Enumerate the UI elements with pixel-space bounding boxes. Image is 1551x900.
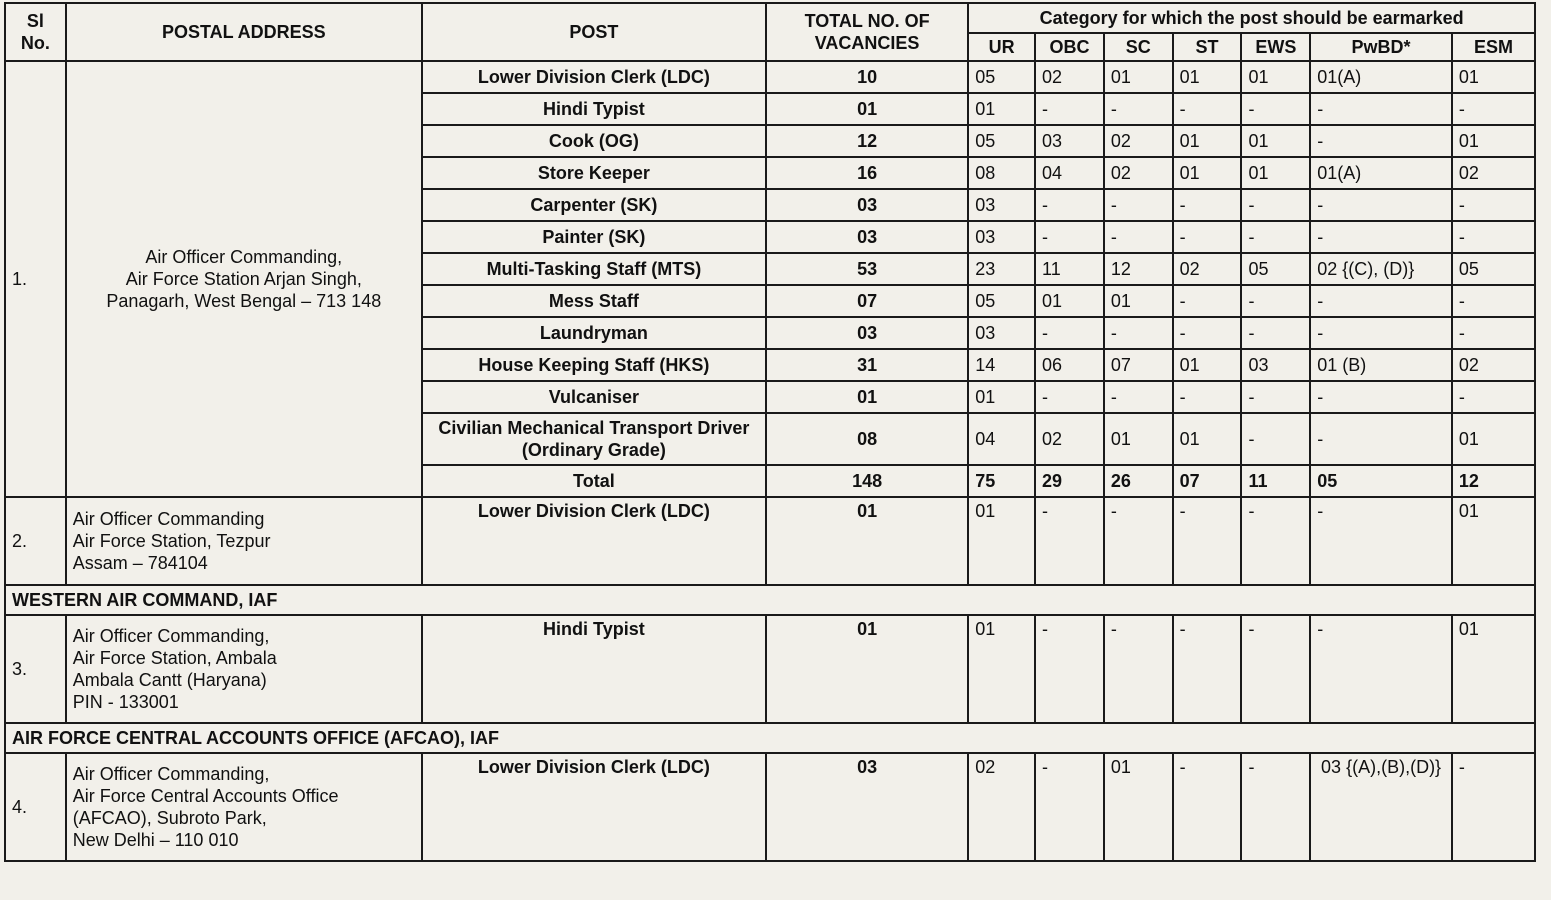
address-line: Air Force Station, Tezpur [72, 531, 271, 551]
table-body [5, 61, 1535, 861]
address-line: Panagarh, West Bengal – 713 148 [106, 291, 382, 311]
cell-obc: 06 [1035, 349, 1104, 381]
cell-esm: 01 [1452, 497, 1535, 585]
total-label: Total [422, 465, 766, 497]
post-name: Store Keeper [422, 157, 766, 189]
header-cat-esm: ESM [1452, 33, 1535, 61]
post-name: Lower Division Clerk (LDC) [422, 61, 766, 93]
header-total-vacancies: TOTAL NO. OF VACANCIES [766, 3, 968, 61]
cell-ews: - [1241, 381, 1310, 413]
cell-ews: - [1241, 615, 1310, 723]
cell-ews: - [1241, 93, 1310, 125]
sl-number: 4. [5, 753, 66, 861]
total-vacancies: 10 [766, 61, 968, 93]
total-vacancies: 01 [766, 93, 968, 125]
cell-st: 01 [1173, 157, 1242, 189]
cell-st: 01 [1173, 349, 1242, 381]
header-cat-ews: EWS [1241, 33, 1310, 61]
cell-st: 07 [1173, 465, 1242, 497]
total-vacancies: 16 [766, 157, 968, 189]
cell-sc: 01 [1104, 753, 1173, 861]
cell-pwbd: 02 {(C), (D)} [1310, 253, 1452, 285]
header-cat-st: ST [1173, 33, 1242, 61]
header-cat-sc: SC [1104, 33, 1173, 61]
total-vacancies: 01 [766, 615, 968, 723]
cell-obc: - [1035, 753, 1104, 861]
cell-sc: 01 [1104, 285, 1173, 317]
cell-ur: 01 [968, 93, 1035, 125]
cell-obc: 11 [1035, 253, 1104, 285]
cell-esm: - [1452, 285, 1535, 317]
cell-ur: 05 [968, 125, 1035, 157]
cell-pwbd: - [1310, 381, 1452, 413]
cell-esm: - [1452, 93, 1535, 125]
header-category: Category for which the post should be earmarked [968, 3, 1535, 33]
address-line: Air Officer Commanding, [145, 247, 343, 267]
cell-st: - [1173, 93, 1242, 125]
post-name: Civilian Mechanical Transport Driver (Ordinary Grade) [422, 413, 766, 465]
cell-obc: 03 [1035, 125, 1104, 157]
cell-ur: 05 [968, 61, 1035, 93]
sl-number: 2. [5, 497, 66, 585]
section-heading: AIR FORCE CENTRAL ACCOUNTS OFFICE (AFCAO), IAF [5, 723, 1535, 753]
address-line: Air Force Station Arjan Singh, [125, 269, 362, 289]
cell-st: 01 [1173, 61, 1242, 93]
post-name: Lower Division Clerk (LDC) [422, 753, 766, 861]
address-line: Air Officer Commanding, [72, 626, 270, 646]
cell-esm: - [1452, 221, 1535, 253]
cell-obc: - [1035, 189, 1104, 221]
cell-esm: - [1452, 381, 1535, 413]
cell-pwbd: 01(A) [1310, 157, 1452, 189]
cell-sc: 02 [1104, 157, 1173, 189]
cell-esm: 01 [1452, 615, 1535, 723]
cell-ur: 14 [968, 349, 1035, 381]
cell-esm: 02 [1452, 349, 1535, 381]
address-line: Air Force Station, Ambala [72, 648, 277, 668]
header-cat-obc: OBC [1035, 33, 1104, 61]
post-name: Hindi Typist [422, 93, 766, 125]
total-vacancies: 03 [766, 221, 968, 253]
cell-st: 01 [1173, 125, 1242, 157]
total-vacancies: 31 [766, 349, 968, 381]
sl-number: 3. [5, 615, 66, 723]
cell-ur: 23 [968, 253, 1035, 285]
cell-pwbd: - [1310, 221, 1452, 253]
cell-esm: 01 [1452, 413, 1535, 465]
total-vacancies: 07 [766, 285, 968, 317]
vacancy-table [4, 2, 1536, 862]
cell-obc: - [1035, 381, 1104, 413]
cell-sc: - [1104, 381, 1173, 413]
cell-ews: - [1241, 189, 1310, 221]
cell-ur: 08 [968, 157, 1035, 189]
post-name: Multi-Tasking Staff (MTS) [422, 253, 766, 285]
post-name: Cook (OG) [422, 125, 766, 157]
cell-ur: 02 [968, 753, 1035, 861]
address-line: PIN - 133001 [72, 692, 179, 712]
cell-sc: 26 [1104, 465, 1173, 497]
post-name: Hindi Typist [422, 615, 766, 723]
section-row [5, 723, 1535, 753]
cell-ews: 01 [1241, 157, 1310, 189]
post-name: House Keeping Staff (HKS) [422, 349, 766, 381]
post-name: Mess Staff [422, 285, 766, 317]
cell-pwbd: 03 {(A),(B),(D)} [1310, 753, 1452, 861]
cell-sc: 12 [1104, 253, 1173, 285]
cell-st: - [1173, 381, 1242, 413]
cell-esm: 02 [1452, 157, 1535, 189]
cell-obc: - [1035, 497, 1104, 585]
cell-esm: - [1452, 317, 1535, 349]
header-cat-ur: UR [968, 33, 1035, 61]
table-row [5, 61, 1535, 93]
cell-ews: 11 [1241, 465, 1310, 497]
cell-sc: - [1104, 93, 1173, 125]
post-name: Painter (SK) [422, 221, 766, 253]
total-vacancies: 53 [766, 253, 968, 285]
cell-sc: 02 [1104, 125, 1173, 157]
table-row [5, 497, 1535, 585]
total-vacancies: 03 [766, 189, 968, 221]
total-vacancies: 148 [766, 465, 968, 497]
postal-address [66, 61, 422, 497]
cell-st: - [1173, 285, 1242, 317]
cell-sc: - [1104, 189, 1173, 221]
cell-esm: - [1452, 753, 1535, 861]
address-line: (AFCAO), Subroto Park, [72, 808, 267, 828]
postal-address [66, 753, 422, 861]
cell-sc: - [1104, 221, 1173, 253]
total-vacancies: 01 [766, 497, 968, 585]
cell-st: - [1173, 753, 1242, 861]
cell-ur: 04 [968, 413, 1035, 465]
address-line: Air Officer Commanding [72, 509, 265, 529]
cell-ews: - [1241, 221, 1310, 253]
cell-obc: - [1035, 93, 1104, 125]
cell-pwbd: - [1310, 189, 1452, 221]
cell-ur: 05 [968, 285, 1035, 317]
cell-pwbd: - [1310, 125, 1452, 157]
cell-ur: 01 [968, 615, 1035, 723]
cell-st: 02 [1173, 253, 1242, 285]
cell-ur: 75 [968, 465, 1035, 497]
cell-obc: 29 [1035, 465, 1104, 497]
cell-esm: 05 [1452, 253, 1535, 285]
cell-obc: 02 [1035, 413, 1104, 465]
table-row [5, 615, 1535, 723]
cell-ur: 03 [968, 317, 1035, 349]
cell-pwbd: - [1310, 413, 1452, 465]
cell-pwbd: - [1310, 285, 1452, 317]
postal-address [66, 615, 422, 723]
header-sl-no: Sl No. [5, 3, 66, 61]
address-line: New Delhi – 110 010 [72, 830, 239, 850]
cell-ews: 01 [1241, 61, 1310, 93]
header-post: POST [422, 3, 766, 61]
cell-ews: - [1241, 413, 1310, 465]
cell-ews: - [1241, 317, 1310, 349]
cell-ur: 03 [968, 221, 1035, 253]
cell-obc: - [1035, 615, 1104, 723]
cell-st: - [1173, 221, 1242, 253]
cell-ews: 01 [1241, 125, 1310, 157]
cell-esm: 12 [1452, 465, 1535, 497]
cell-sc: 07 [1104, 349, 1173, 381]
total-vacancies: 03 [766, 317, 968, 349]
cell-esm: 01 [1452, 61, 1535, 93]
sl-number: 1. [5, 61, 66, 497]
cell-st: - [1173, 189, 1242, 221]
cell-pwbd: - [1310, 497, 1452, 585]
cell-obc: 02 [1035, 61, 1104, 93]
section-heading: WESTERN AIR COMMAND, IAF [5, 585, 1535, 615]
cell-ews: - [1241, 285, 1310, 317]
cell-sc: 01 [1104, 413, 1173, 465]
cell-obc: 04 [1035, 157, 1104, 189]
address-line: Assam – 784104 [72, 553, 208, 573]
cell-st: - [1173, 317, 1242, 349]
cell-ur: 01 [968, 381, 1035, 413]
cell-st: 01 [1173, 413, 1242, 465]
header-cat-pwbd: PwBD* [1310, 33, 1452, 61]
cell-ur: 03 [968, 189, 1035, 221]
address-line: Ambala Cantt (Haryana) [72, 670, 267, 690]
cell-sc: - [1104, 615, 1173, 723]
cell-st: - [1173, 615, 1242, 723]
cell-obc: - [1035, 221, 1104, 253]
cell-st: - [1173, 497, 1242, 585]
cell-pwbd: - [1310, 93, 1452, 125]
cell-pwbd: 05 [1310, 465, 1452, 497]
address-line: Air Officer Commanding, [72, 764, 270, 784]
post-name: Carpenter (SK) [422, 189, 766, 221]
post-name: Lower Division Clerk (LDC) [422, 497, 766, 585]
cell-sc: 01 [1104, 61, 1173, 93]
cell-sc: - [1104, 317, 1173, 349]
cell-ews: - [1241, 753, 1310, 861]
cell-ews: 03 [1241, 349, 1310, 381]
cell-ur: 01 [968, 497, 1035, 585]
cell-obc: - [1035, 317, 1104, 349]
table-row [5, 753, 1535, 861]
cell-ews: - [1241, 497, 1310, 585]
cell-sc: - [1104, 497, 1173, 585]
total-vacancies: 03 [766, 753, 968, 861]
post-name: Laundryman [422, 317, 766, 349]
address-line: Air Force Central Accounts Office [72, 786, 339, 806]
cell-ews: 05 [1241, 253, 1310, 285]
cell-pwbd: 01 (B) [1310, 349, 1452, 381]
post-name: Vulcaniser [422, 381, 766, 413]
section-row [5, 585, 1535, 615]
total-vacancies: 01 [766, 381, 968, 413]
cell-obc: 01 [1035, 285, 1104, 317]
cell-esm: 01 [1452, 125, 1535, 157]
postal-address [66, 497, 422, 585]
cell-pwbd: - [1310, 615, 1452, 723]
cell-pwbd: 01(A) [1310, 61, 1452, 93]
header-postal-address: POSTAL ADDRESS [66, 3, 422, 61]
total-vacancies: 12 [766, 125, 968, 157]
total-vacancies: 08 [766, 413, 968, 465]
cell-pwbd: - [1310, 317, 1452, 349]
cell-esm: - [1452, 189, 1535, 221]
